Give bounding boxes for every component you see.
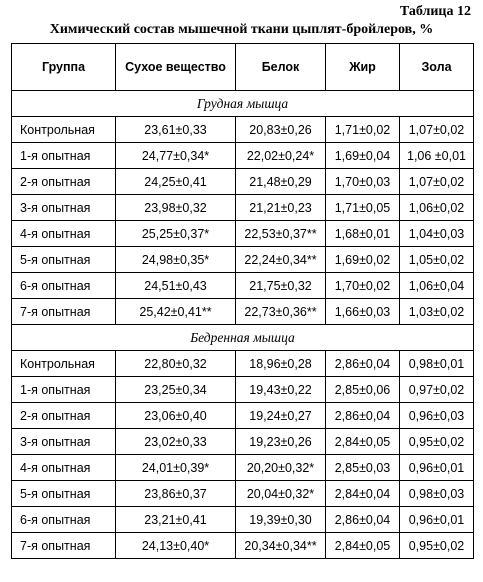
table-title: Химический состав мышечной ткани цыплят-бройлеров, % bbox=[49, 22, 434, 37]
table-row bbox=[12, 169, 474, 195]
table-row bbox=[12, 481, 474, 507]
protein-cell: 21,48±0,29 bbox=[236, 169, 326, 195]
table-row bbox=[12, 377, 474, 403]
group-cell: 2-я опытная bbox=[12, 169, 116, 195]
table-body bbox=[12, 91, 474, 559]
dry-matter-cell: 23,21±0,41 bbox=[116, 507, 236, 533]
section-row bbox=[12, 91, 474, 117]
dry-matter-cell: 23,86±0,37 bbox=[116, 481, 236, 507]
ash-cell: 1,05±0,02 bbox=[400, 247, 474, 273]
dry-matter-cell: 24,13±0,40* bbox=[116, 533, 236, 559]
table-row bbox=[12, 429, 474, 455]
protein-cell: 19,39±0,30 bbox=[236, 507, 326, 533]
ash-cell: 0,96±0,01 bbox=[400, 507, 474, 533]
protein-cell: 20,83±0,26 bbox=[236, 117, 326, 143]
protein-cell: 22,53±0,37** bbox=[236, 221, 326, 247]
group-cell: 6-я опытная bbox=[12, 507, 116, 533]
table-row bbox=[12, 351, 474, 377]
ash-cell: 0,96±0,03 bbox=[400, 403, 474, 429]
header-dry-matter: Сухое вещество bbox=[116, 44, 236, 91]
fat-cell: 2,84±0,05 bbox=[326, 429, 400, 455]
protein-cell: 22,02±0,24* bbox=[236, 143, 326, 169]
dry-matter-cell: 25,42±0,41** bbox=[116, 299, 236, 325]
protein-cell: 22,73±0,36** bbox=[236, 299, 326, 325]
header-ash: Зола bbox=[400, 44, 474, 91]
table-number: Таблица 12 bbox=[399, 4, 471, 19]
protein-cell: 20,20±0,32* bbox=[236, 455, 326, 481]
fat-cell: 1,71±0,02 bbox=[326, 117, 400, 143]
ash-cell: 1,06±0,04 bbox=[400, 273, 474, 299]
ash-cell: 1,03±0,02 bbox=[400, 299, 474, 325]
dry-matter-cell: 23,25±0,34 bbox=[116, 377, 236, 403]
table-row bbox=[12, 195, 474, 221]
ash-cell: 0,96±0,01 bbox=[400, 455, 474, 481]
section-row bbox=[12, 325, 474, 351]
ash-cell: 0,98±0,01 bbox=[400, 351, 474, 377]
table-row bbox=[12, 143, 474, 169]
protein-cell: 22,24±0,34** bbox=[236, 247, 326, 273]
header-fat: Жир bbox=[326, 44, 400, 91]
protein-cell: 21,75±0,32 bbox=[236, 273, 326, 299]
group-cell: 1-я опытная bbox=[12, 143, 116, 169]
fat-cell: 1,68±0,01 bbox=[326, 221, 400, 247]
protein-cell: 20,34±0,34** bbox=[236, 533, 326, 559]
header-group: Группа bbox=[12, 44, 116, 91]
group-cell: Контрольная bbox=[12, 351, 116, 377]
table-row bbox=[12, 117, 474, 143]
group-cell: 5-я опытная bbox=[12, 481, 116, 507]
group-cell: 3-я опытная bbox=[12, 429, 116, 455]
fat-cell: 2,86±0,04 bbox=[326, 403, 400, 429]
fat-cell: 2,84±0,04 bbox=[326, 481, 400, 507]
chemical-composition-table bbox=[11, 43, 474, 559]
ash-cell: 1,07±0,02 bbox=[400, 169, 474, 195]
group-cell: 4-я опытная bbox=[12, 221, 116, 247]
dry-matter-cell: 24,25±0,41 bbox=[116, 169, 236, 195]
table-row bbox=[12, 221, 474, 247]
table-row bbox=[12, 455, 474, 481]
fat-cell: 1,69±0,04 bbox=[326, 143, 400, 169]
table-row bbox=[12, 247, 474, 273]
fat-cell: 2,84±0,05 bbox=[326, 533, 400, 559]
fat-cell: 1,70±0,03 bbox=[326, 169, 400, 195]
dry-matter-cell: 24,51±0,43 bbox=[116, 273, 236, 299]
dry-matter-cell: 23,02±0,33 bbox=[116, 429, 236, 455]
table-row bbox=[12, 507, 474, 533]
dry-matter-cell: 23,98±0,32 bbox=[116, 195, 236, 221]
fat-cell: 2,85±0,06 bbox=[326, 377, 400, 403]
group-cell: 7-я опытная bbox=[12, 299, 116, 325]
dry-matter-cell: 25,25±0,37* bbox=[116, 221, 236, 247]
table-row bbox=[12, 299, 474, 325]
protein-cell: 19,43±0,22 bbox=[236, 377, 326, 403]
dry-matter-cell: 24,98±0,35* bbox=[116, 247, 236, 273]
protein-cell: 19,23±0,26 bbox=[236, 429, 326, 455]
protein-cell: 20,04±0,32* bbox=[236, 481, 326, 507]
section-title: Бедренная мышца bbox=[12, 325, 474, 351]
dry-matter-cell: 23,61±0,33 bbox=[116, 117, 236, 143]
header-protein: Белок bbox=[236, 44, 326, 91]
ash-cell: 1,06±0,02 bbox=[400, 195, 474, 221]
dry-matter-cell: 22,80±0,32 bbox=[116, 351, 236, 377]
dry-matter-cell: 24,77±0,34* bbox=[116, 143, 236, 169]
ash-cell: 1,07±0,02 bbox=[400, 117, 474, 143]
ash-cell: 0,95±0,02 bbox=[400, 429, 474, 455]
header-row bbox=[12, 44, 474, 91]
group-cell: 4-я опытная bbox=[12, 455, 116, 481]
ash-cell: 0,95±0,02 bbox=[400, 533, 474, 559]
table-row bbox=[12, 533, 474, 559]
group-cell: 2-я опытная bbox=[12, 403, 116, 429]
group-cell: 1-я опытная bbox=[12, 377, 116, 403]
fat-cell: 2,86±0,04 bbox=[326, 507, 400, 533]
fat-cell: 1,66±0,03 bbox=[326, 299, 400, 325]
fat-cell: 1,71±0,05 bbox=[326, 195, 400, 221]
fat-cell: 2,85±0,03 bbox=[326, 455, 400, 481]
group-cell: 5-я опытная bbox=[12, 247, 116, 273]
ash-cell: 0,97±0,02 bbox=[400, 377, 474, 403]
fat-cell: 1,69±0,02 bbox=[326, 247, 400, 273]
ash-cell: 1,06 ±0,01 bbox=[400, 143, 474, 169]
group-cell: Контрольная bbox=[12, 117, 116, 143]
table-row bbox=[12, 403, 474, 429]
group-cell: 6-я опытная bbox=[12, 273, 116, 299]
group-cell: 3-я опытная bbox=[12, 195, 116, 221]
protein-cell: 18,96±0,28 bbox=[236, 351, 326, 377]
protein-cell: 19,24±0,27 bbox=[236, 403, 326, 429]
fat-cell: 2,86±0,04 bbox=[326, 351, 400, 377]
table-row bbox=[12, 273, 474, 299]
group-cell: 7-я опытная bbox=[12, 533, 116, 559]
ash-cell: 0,98±0,03 bbox=[400, 481, 474, 507]
dry-matter-cell: 23,06±0,40 bbox=[116, 403, 236, 429]
section-title: Грудная мышца bbox=[12, 91, 474, 117]
fat-cell: 1,70±0,02 bbox=[326, 273, 400, 299]
protein-cell: 21,21±0,23 bbox=[236, 195, 326, 221]
dry-matter-cell: 24,01±0,39* bbox=[116, 455, 236, 481]
ash-cell: 1,04±0,03 bbox=[400, 221, 474, 247]
